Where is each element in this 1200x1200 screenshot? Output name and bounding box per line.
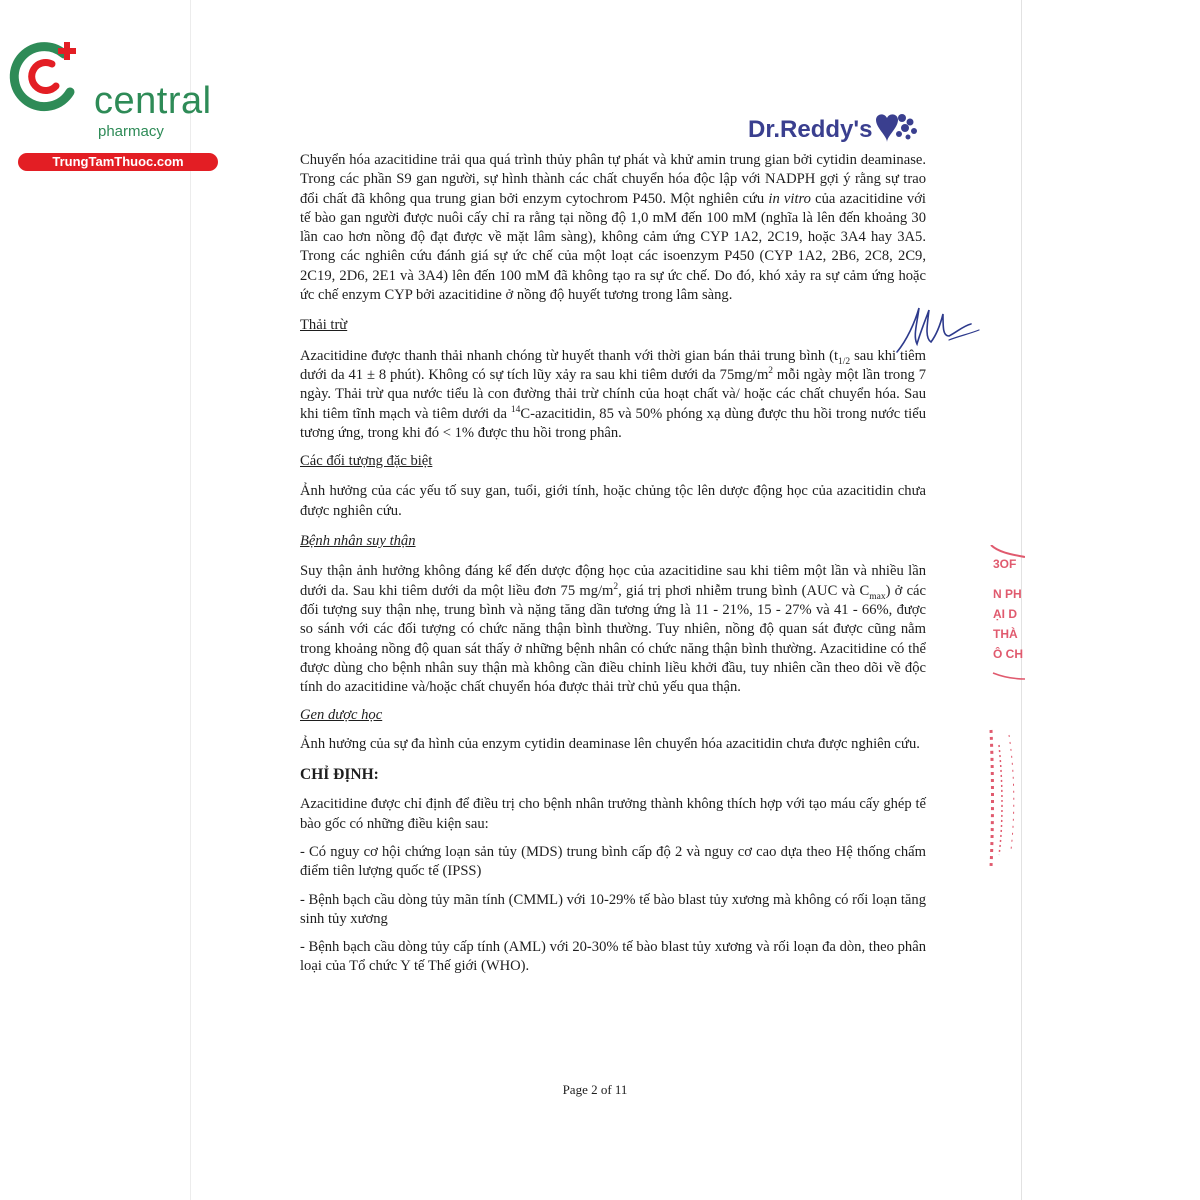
stamp-fragment: Ô CH xyxy=(993,647,1023,661)
dr-reddys-name: Dr.Reddy's xyxy=(748,116,873,143)
page-number: Page 2 of 11 xyxy=(562,1082,628,1097)
document-body xyxy=(300,151,926,977)
stamp-fragment: ẠI D xyxy=(993,607,1017,621)
central-brand-sub: pharmacy xyxy=(98,123,164,140)
indication-item: - Bệnh bạch cầu dòng tủy cấp tính (AML) với 20-30% tế bào blast tủy xương và rối loạn đa dòn, theo phân loại của Tổ chức Y tế Thế giới (WHO). xyxy=(300,939,926,975)
indication-item: - Bệnh bạch cầu dòng tủy mãn tính (CMML) với 10-29% tế bào blast tủy xương mà không có rối loạn tăng sinh tủy xương xyxy=(300,891,926,927)
handwritten-signature xyxy=(893,300,983,360)
page-footer xyxy=(0,1082,1200,1098)
central-brand-url[interactable]: TrungTamThuoc.com xyxy=(18,153,218,171)
central-brand-name: central xyxy=(94,80,212,122)
indications-intro: Azacitidine được chỉ định để điều trị cho bệnh nhân trưởng thành không thích hợp với tạo máu cấy ghép tế bào gốc có những điều kiện sau: xyxy=(300,796,926,832)
pharmacogenetics-paragraph: Ảnh hưởng của sự đa hình của enzym cytidin deaminase lên chuyển hóa azacitidin chưa được nghiên cứu. xyxy=(300,735,920,752)
elimination-paragraph: Azacitidine được thanh thải nhanh chóng từ huyết thanh với thời gian bán thải trung bình ($t_{1/2}$ sau khi tiêm dưới da 41 ± 8 phút). Không có sự tích lũy xảy ra sau khi tiêm dưới da $75mg/m^2$ mỗi ngày một lần trong 7 ngày. Thải trừ qua nước tiểu là con đường thải trừ chính của hoạt chất và/ hoặc các chất chuyển hóa. Sau khi tiêm tĩnh mạch và tiêm dưới da $^{14}$C-azacitidin, 85 và 50% phóng xạ dùng được thu hồi trong nước tiểu tương ứng, trong khi đó < 1% được thu hồi trong phân. xyxy=(300,347,926,441)
metabolism-paragraph: Chuyển hóa azacitidine trải qua quá trình thủy phân tự phát và khử amin trung gian bởi cytidin deaminase. Trong các phần S9 gan người, sự hình thành các chất chuyển hóa độc lập với NADPH gợi ý rằng sự trao đổi chất đã không qua trung gian bởi enzym cytochrom P450. Một nghiên cứu in vitro của azacitidine với tế bào gan người được nuôi cấy chỉ ra rằng tại nồng độ 1,0 mM đến 100 mM (nghĩa là lên đến khoảng 30 lần cao hơn nồng độ đạt được về mặt lâm sàng), không cảm ứng CYP 1A2, 2C19, hoặc 3A4 hay 3A5. Trong các nghiên cứu đánh giá sự ức chế của một loạt các isoenzym P450 (CYP 1A2, 2B6, 2C8, 2C9, 2C19, 2D6, 2E1 và 3A4) lên đến 100 mM đã không tạo ra sự ức chế. Do đó, khó xảy ra sự cảm ứng hoặc ức chế enzym CYP bởi azacitidine ở nồng độ huyết tương trong lâm sàng. xyxy=(300,152,926,304)
special-populations-heading: Các đối tượng đặc biệt xyxy=(300,453,433,470)
central-pharmacy-logo[interactable] xyxy=(8,36,223,169)
renal-impairment-heading: Bệnh nhân suy thận xyxy=(300,533,416,550)
stamp-fragment: N PH xyxy=(993,587,1022,601)
page-edge-left xyxy=(190,0,191,1200)
stamp-fragment: THÀ xyxy=(993,627,1018,641)
stamp-fragment: 3OF xyxy=(993,557,1017,571)
special-populations-paragraph: Ảnh hưởng của các yếu tố suy gan, tuổi, giới tính, hoặc chủng tộc lên dược động học của azacitidin chưa được nghiên cứu. xyxy=(300,483,926,519)
indication-item: - Có nguy cơ hội chứng loạn sản tủy (MDS) trung bình cấp độ 2 và nguy cơ cao dựa theo Hệ thống chấm điểm tiên lượng quốc tế (IPSS) xyxy=(300,843,926,880)
central-pharmacy-c-icon xyxy=(8,36,88,116)
pharmacogenetics-heading: Gen dược học xyxy=(300,707,383,724)
partial-stamp xyxy=(985,545,1025,875)
renal-impairment-paragraph: Suy thận ảnh hưởng không đáng kể đến dược động học của azacitidine sau khi tiêm một lần và nhiều lần dưới da. Sau khi tiêm dưới da một liều đơn 75 $mg/m^2$, giá trị phơi nhiễm trung bình (AUC và $C_{max}$) ở các đối tượng suy thận nhẹ, trung bình và nặng tăng dần tương ứng là 11 - 21%, 15 - 27% và 41 - 66%, được so sánh với các đối tượng có chức năng thận bình thường. Tuy nhiên, nồng độ quan sát được cũng nằm trong khoảng nồng độ quan sát thấy ở những bệnh nhân có chức năng thận bình thường. Azacitidine có thể được dùng cho bệnh nhân suy thận mà không cần điều chỉnh liều khởi đầu, tuy nhiên cần theo dõi về độc tính do azacitidine và/hoặc chất chuyển hóa được thải trừ chủ yếu qua thận. xyxy=(300,563,927,696)
elimination-heading: Thải trừ xyxy=(300,317,348,334)
dr-reddys-heart-icon xyxy=(872,110,920,150)
indications-heading: CHỈ ĐỊNH: xyxy=(300,766,379,784)
